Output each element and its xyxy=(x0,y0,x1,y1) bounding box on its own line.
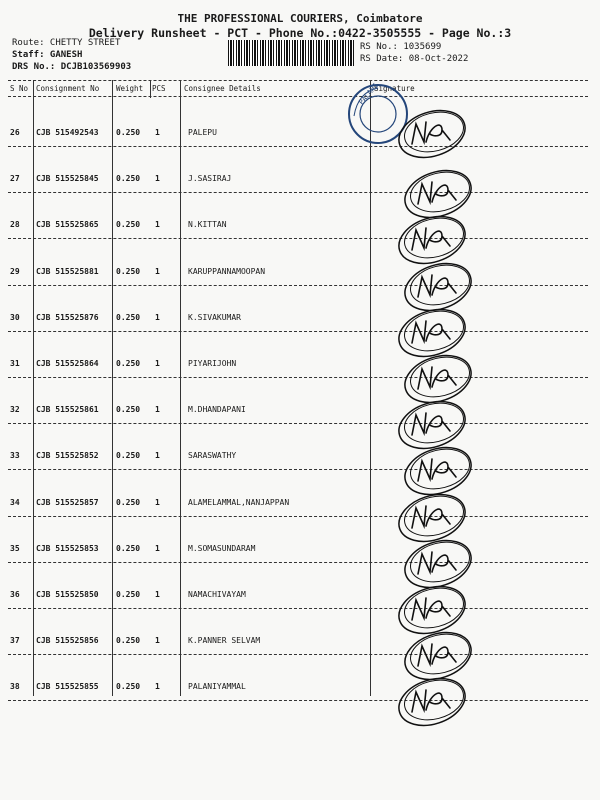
signature-mark xyxy=(392,674,472,730)
route-label: Route: CHETTY STREET xyxy=(12,38,121,48)
row-sno: 27 xyxy=(10,174,20,184)
row-pcs: 1 xyxy=(155,359,160,368)
row-sno: 30 xyxy=(10,312,20,322)
row-weight: 0.250 xyxy=(116,451,141,461)
row-consignee: PALANIYAMMAL xyxy=(188,682,246,692)
col-consignee: Consignee Details xyxy=(184,84,261,93)
row-pcs: 1 xyxy=(155,590,160,599)
row-pcs: 1 xyxy=(155,220,160,230)
row-weight: 0.250 xyxy=(116,220,141,230)
row-consignment: CJB 515525855 xyxy=(36,682,99,692)
row-pcs: 1 xyxy=(155,128,160,137)
row-consignment: CJB 515525864 xyxy=(36,359,99,368)
row-pcs: 1 xyxy=(155,266,160,276)
row-consignee: J.SASIRAJ xyxy=(188,174,232,184)
row-weight: 0.250 xyxy=(116,636,141,646)
row-weight: 0.250 xyxy=(116,359,141,368)
drs-number: DRS No.: DCJB103569903 xyxy=(12,62,132,72)
row-consignment: CJB 515525853 xyxy=(36,543,99,553)
col-weight: Weight xyxy=(116,84,144,93)
row-pcs: 1 xyxy=(155,451,160,461)
row-weight: 0.250 xyxy=(116,543,141,553)
header-bottom-rule xyxy=(8,96,588,97)
row-consignment: CJB 515492543 xyxy=(36,128,99,137)
barcode xyxy=(228,40,354,66)
row-consignment: CJB 515525881 xyxy=(36,266,99,276)
row-consignment: CJB 515525857 xyxy=(36,497,99,507)
row-consignment: CJB 515525865 xyxy=(36,220,99,230)
stamp-text: PALANI xyxy=(357,81,380,107)
col-sno: S No xyxy=(10,84,29,93)
row-separator xyxy=(8,377,588,378)
row-consignee: KARUPPANNAMOOPAN xyxy=(188,266,266,276)
col-signature: Signature xyxy=(374,84,415,93)
row-separator xyxy=(8,562,588,563)
row-sno: 37 xyxy=(10,636,20,646)
row-weight: 0.250 xyxy=(116,590,141,599)
row-pcs: 1 xyxy=(155,405,160,415)
row-pcs: 1 xyxy=(155,682,160,692)
row-weight: 0.250 xyxy=(116,266,141,276)
row-pcs: 1 xyxy=(155,543,160,553)
row-consignee: M.SOMASUNDARAM xyxy=(188,543,256,553)
row-sno: 26 xyxy=(10,128,20,137)
row-consignee: M.DHANDAPANI xyxy=(188,405,246,415)
runsheet-subtitle: Delivery Runsheet - PCT - Phone No.:0422-3505555 - Page No.:3 xyxy=(88,26,512,40)
row-weight: 0.250 xyxy=(116,405,141,415)
row-consignee: PALEPU xyxy=(188,128,217,137)
row-sno: 32 xyxy=(10,405,20,415)
courier-title: THE PROFESSIONAL COURIERS, Coimbatore xyxy=(177,12,423,25)
row-sno: 31 xyxy=(10,359,20,368)
row-consignment: CJB 515525850 xyxy=(36,590,99,599)
col-divider xyxy=(370,80,371,696)
row-sno: 35 xyxy=(10,543,20,553)
row-separator xyxy=(8,423,588,424)
row-separator xyxy=(8,331,588,332)
col-pcs: PCS xyxy=(152,84,166,93)
row-separator xyxy=(8,608,588,609)
row-consignment: CJB 515525856 xyxy=(36,636,99,646)
row-sno: 33 xyxy=(10,451,20,461)
row-consignment: CJB 515525861 xyxy=(36,405,99,415)
staff-label: Staff: GANESH xyxy=(12,50,83,60)
row-consignee: ALAMELAMMAL,NANJAPPAN xyxy=(188,497,290,507)
signature-mark xyxy=(392,106,472,162)
row-weight: 0.250 xyxy=(116,312,141,322)
col-divider xyxy=(33,80,34,696)
row-consignee: SARASWATHY xyxy=(188,451,237,461)
row-consignee: NAMACHIVAYAM xyxy=(188,590,246,599)
header-top-rule xyxy=(8,80,588,81)
row-separator xyxy=(8,192,588,193)
row-consignment: CJB 515525876 xyxy=(36,312,99,322)
row-pcs: 1 xyxy=(155,636,160,646)
col-consignment: Consignment No xyxy=(36,84,100,93)
rs-number: RS No.: 1035699 xyxy=(360,42,442,52)
row-sno: 38 xyxy=(10,682,20,692)
row-pcs: 1 xyxy=(155,174,160,184)
col-divider xyxy=(112,80,113,696)
row-weight: 0.250 xyxy=(116,128,141,137)
row-separator xyxy=(8,238,588,239)
row-pcs: 1 xyxy=(155,312,160,322)
row-weight: 0.250 xyxy=(116,497,141,507)
row-consignee: N.KITTAN xyxy=(188,220,227,230)
row-consignment: CJB 515525852 xyxy=(36,451,99,461)
row-sno: 29 xyxy=(10,266,20,276)
row-separator xyxy=(8,285,588,286)
row-separator xyxy=(8,516,588,517)
row-sno: 36 xyxy=(10,590,20,599)
row-separator xyxy=(8,654,588,655)
row-separator xyxy=(8,469,588,470)
row-sno: 28 xyxy=(10,220,20,230)
row-consignee: K.SIVAKUMAR xyxy=(188,312,241,322)
row-separator xyxy=(8,146,588,147)
row-consignee: PIYARIJOHN xyxy=(188,359,237,368)
rs-date: RS Date: 08-Oct-2022 xyxy=(360,54,469,64)
col-divider xyxy=(180,80,181,696)
row-weight: 0.250 xyxy=(116,682,141,692)
row-consignment: CJB 515525845 xyxy=(36,174,99,184)
row-separator xyxy=(8,700,588,701)
row-pcs: 1 xyxy=(155,497,160,507)
row-consignee: K.PANNER SELVAM xyxy=(188,636,261,646)
row-sno: 34 xyxy=(10,497,20,507)
row-weight: 0.250 xyxy=(116,174,141,184)
col-divider xyxy=(150,80,151,98)
